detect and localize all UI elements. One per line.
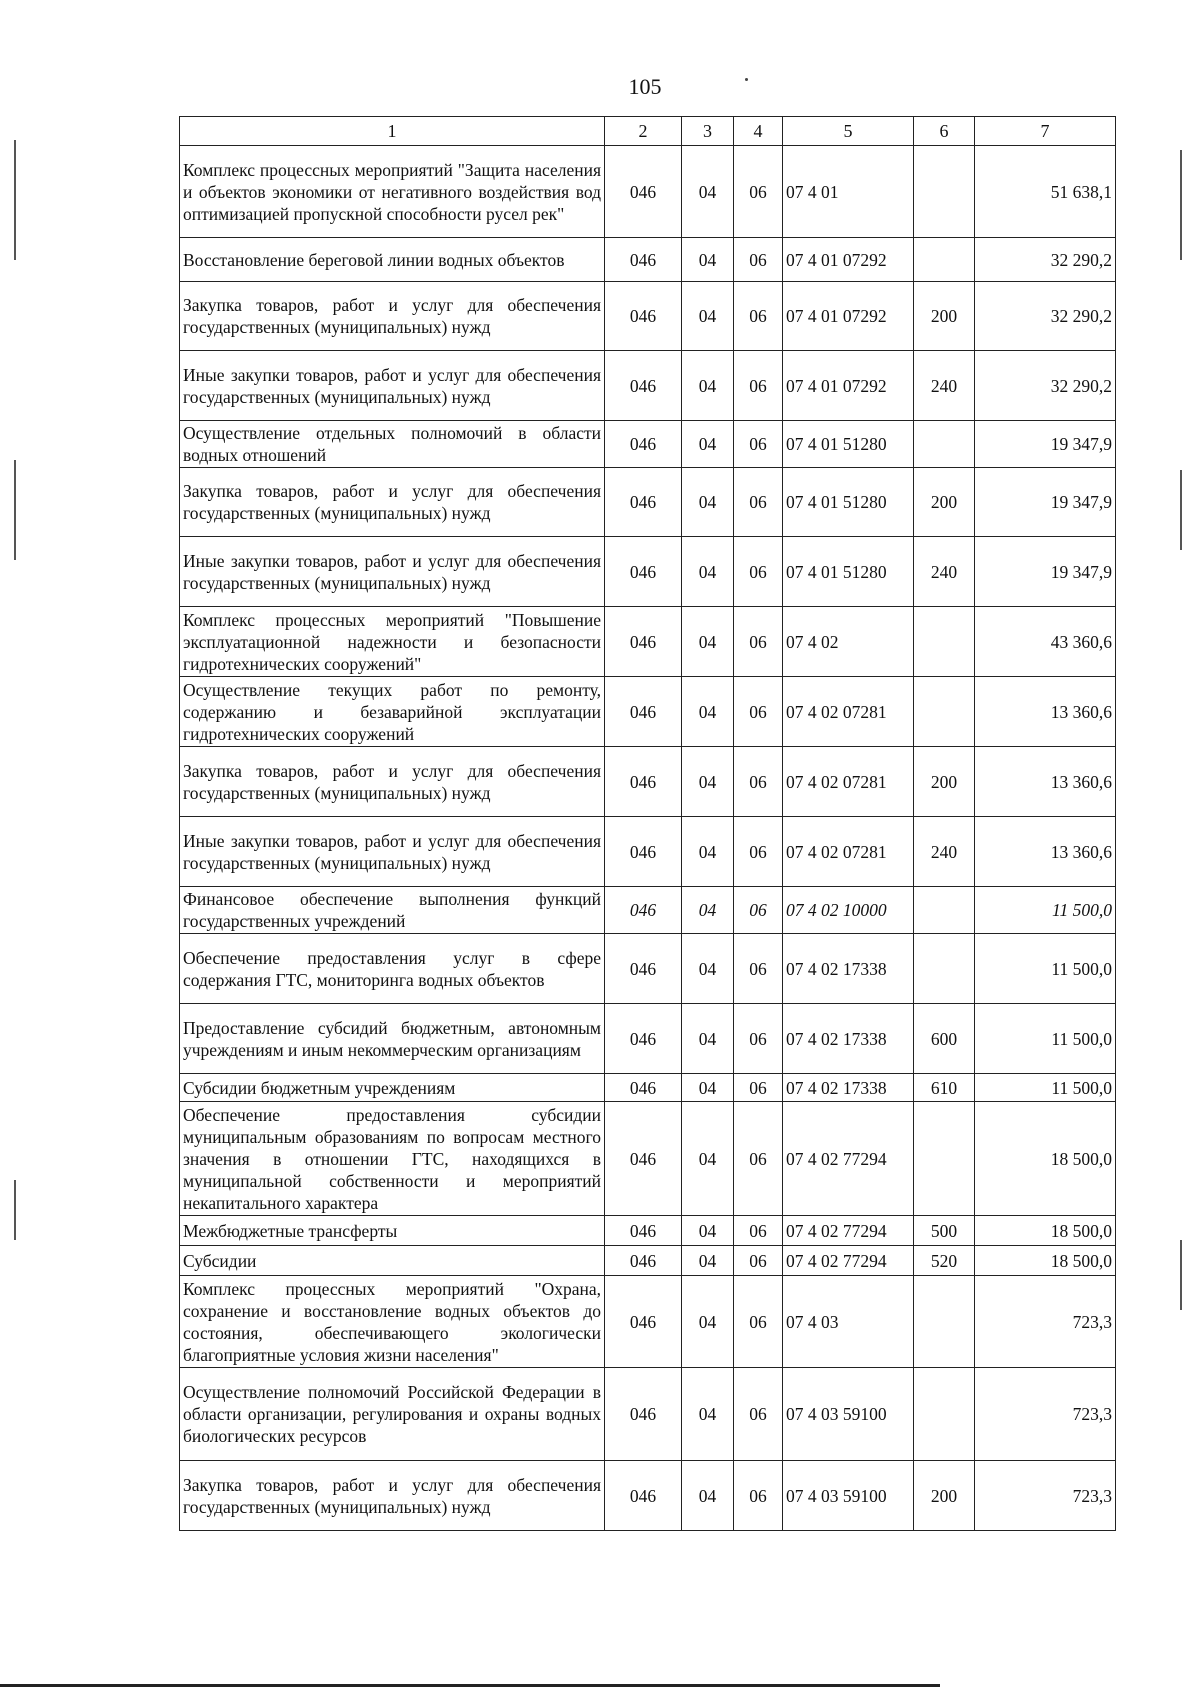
row-name: Комплекс процессных мероприятий "Охрана, сохранение и восстановление водных объектов до состояния, обеспечивающего экологически благоприятные условия жизни населения"	[180, 1276, 605, 1368]
row-subsection-code: 06	[734, 1368, 783, 1461]
row-name: Финансовое обеспечение выполнения функций государственных учреждений	[180, 887, 605, 934]
row-target-article: 07 4 01 51280	[783, 468, 914, 537]
row-subsection-code: 06	[734, 1246, 783, 1276]
row-amount: 11 500,0	[975, 934, 1116, 1004]
row-expense-type: 240	[914, 537, 975, 607]
row-subsection-code: 06	[734, 747, 783, 817]
row-subsection-code: 06	[734, 1216, 783, 1246]
row-ministry-code: 046	[605, 817, 682, 887]
row-name: Иные закупки товаров, работ и услуг для обеспечения государственных (муниципальных) нужд	[180, 351, 605, 421]
row-amount: 32 290,2	[975, 238, 1116, 282]
header-col-3: 3	[682, 117, 734, 146]
row-name: Закупка товаров, работ и услуг для обеспечения государственных (муниципальных) нужд	[180, 282, 605, 351]
row-ministry-code: 046	[605, 677, 682, 747]
scan-edge-right-low	[1180, 1240, 1182, 1310]
table-row	[180, 887, 1116, 934]
table-row	[180, 817, 1116, 887]
row-expense-type	[914, 607, 975, 677]
table-row	[180, 1246, 1116, 1276]
budget-table	[179, 116, 1116, 1531]
table-row	[180, 1074, 1116, 1102]
table-row	[180, 1368, 1116, 1461]
row-amount: 19 347,9	[975, 537, 1116, 607]
row-amount: 18 500,0	[975, 1246, 1116, 1276]
row-name: Осуществление отдельных полномочий в области водных отношений	[180, 421, 605, 468]
row-section-code: 04	[682, 146, 734, 238]
row-subsection-code: 06	[734, 887, 783, 934]
table-row	[180, 351, 1116, 421]
row-amount: 723,3	[975, 1276, 1116, 1368]
row-name: Обеспечение предоставления услуг в сфере содержания ГТС, мониторинга водных объектов	[180, 934, 605, 1004]
row-name: Закупка товаров, работ и услуг для обеспечения государственных (муниципальных) нужд	[180, 747, 605, 817]
row-subsection-code: 06	[734, 1074, 783, 1102]
row-amount: 723,3	[975, 1461, 1116, 1531]
row-expense-type	[914, 238, 975, 282]
row-amount: 19 347,9	[975, 468, 1116, 537]
row-amount: 19 347,9	[975, 421, 1116, 468]
row-subsection-code: 06	[734, 607, 783, 677]
row-target-article: 07 4 01 51280	[783, 537, 914, 607]
row-ministry-code: 046	[605, 1004, 682, 1074]
row-target-article: 07 4 03 59100	[783, 1368, 914, 1461]
row-section-code: 04	[682, 817, 734, 887]
row-amount: 32 290,2	[975, 282, 1116, 351]
row-amount: 32 290,2	[975, 351, 1116, 421]
row-ministry-code: 046	[605, 146, 682, 238]
row-subsection-code: 06	[734, 537, 783, 607]
row-expense-type	[914, 887, 975, 934]
row-expense-type	[914, 1368, 975, 1461]
row-target-article: 07 4 03 59100	[783, 1461, 914, 1531]
row-section-code: 04	[682, 468, 734, 537]
scan-edge-left-mid	[14, 460, 16, 560]
row-section-code: 04	[682, 421, 734, 468]
row-amount: 13 360,6	[975, 747, 1116, 817]
row-subsection-code: 06	[734, 817, 783, 887]
row-ministry-code: 046	[605, 1246, 682, 1276]
row-name: Комплекс процессных мероприятий "Защита населения и объектов экономики от негативного воздействия вод оптимизацией пропускной способности русел рек"	[180, 146, 605, 238]
row-subsection-code: 06	[734, 677, 783, 747]
scan-edge-right-mid	[1180, 470, 1182, 550]
row-target-article: 07 4 02 17338	[783, 934, 914, 1004]
row-expense-type	[914, 677, 975, 747]
header-col-1: 1	[180, 117, 605, 146]
row-section-code: 04	[682, 1074, 734, 1102]
row-ministry-code: 046	[605, 934, 682, 1004]
row-name: Комплекс процессных мероприятий "Повышение эксплуатационной надежности и безопасности гидротехнических сооружений"	[180, 607, 605, 677]
row-subsection-code: 06	[734, 468, 783, 537]
row-amount: 13 360,6	[975, 677, 1116, 747]
table-row	[180, 1276, 1116, 1368]
table-row	[180, 146, 1116, 238]
row-section-code: 04	[682, 537, 734, 607]
row-section-code: 04	[682, 282, 734, 351]
row-section-code: 04	[682, 238, 734, 282]
table-row	[180, 1102, 1116, 1216]
table-row	[180, 421, 1116, 468]
row-target-article: 07 4 02 07281	[783, 747, 914, 817]
row-target-article: 07 4 02 17338	[783, 1074, 914, 1102]
row-name: Осуществление полномочий Российской Федерации в области организации, регулирования и охраны водных биологических ресурсов	[180, 1368, 605, 1461]
row-amount: 723,3	[975, 1368, 1116, 1461]
row-name: Закупка товаров, работ и услуг для обеспечения государственных (муниципальных) нужд	[180, 1461, 605, 1531]
row-expense-type	[914, 934, 975, 1004]
header-col-4: 4	[734, 117, 783, 146]
page-number: 105	[628, 74, 662, 99]
row-target-article: 07 4 02	[783, 607, 914, 677]
row-ministry-code: 046	[605, 421, 682, 468]
table-row	[180, 607, 1116, 677]
row-target-article: 07 4 02 77294	[783, 1246, 914, 1276]
row-target-article: 07 4 02 10000	[783, 887, 914, 934]
table-row	[180, 468, 1116, 537]
row-expense-type	[914, 1276, 975, 1368]
row-expense-type: 610	[914, 1074, 975, 1102]
row-target-article: 07 4 02 17338	[783, 1004, 914, 1074]
row-name: Восстановление береговой линии водных объектов	[180, 238, 605, 282]
row-amount: 13 360,6	[975, 817, 1116, 887]
header-col-5: 5	[783, 117, 914, 146]
row-subsection-code: 06	[734, 934, 783, 1004]
row-expense-type: 240	[914, 351, 975, 421]
row-section-code: 04	[682, 607, 734, 677]
row-subsection-code: 06	[734, 1276, 783, 1368]
row-section-code: 04	[682, 1004, 734, 1074]
table-row	[180, 747, 1116, 817]
row-section-code: 04	[682, 747, 734, 817]
row-expense-type	[914, 146, 975, 238]
row-amount: 18 500,0	[975, 1216, 1116, 1246]
row-name: Осуществление текущих работ по ремонту, содержанию и безаварийной эксплуатации гидротехнических сооружений	[180, 677, 605, 747]
scan-edge-left-top	[14, 140, 16, 260]
row-target-article: 07 4 01 07292	[783, 238, 914, 282]
row-ministry-code: 046	[605, 1276, 682, 1368]
header-col-6: 6	[914, 117, 975, 146]
row-target-article: 07 4 01	[783, 146, 914, 238]
row-target-article: 07 4 02 77294	[783, 1216, 914, 1246]
row-target-article: 07 4 01 51280	[783, 421, 914, 468]
scan-edge-left-low	[14, 1180, 16, 1240]
row-subsection-code: 06	[734, 1004, 783, 1074]
row-target-article: 07 4 02 77294	[783, 1102, 914, 1216]
row-ministry-code: 046	[605, 1102, 682, 1216]
row-ministry-code: 046	[605, 1461, 682, 1531]
row-section-code: 04	[682, 1246, 734, 1276]
row-section-code: 04	[682, 934, 734, 1004]
scan-edge-bottom	[0, 1684, 940, 1687]
table-row	[180, 238, 1116, 282]
row-name: Субсидии	[180, 1246, 605, 1276]
row-name: Обеспечение предоставления субсидии муниципальным образованиям по вопросам местного значения в отношении ГТС, находящихся в муниципальной собственности и мероприятий некапитального характера	[180, 1102, 605, 1216]
row-amount: 11 500,0	[975, 1004, 1116, 1074]
row-expense-type: 240	[914, 817, 975, 887]
row-expense-type	[914, 1102, 975, 1216]
row-subsection-code: 06	[734, 282, 783, 351]
row-expense-type: 500	[914, 1216, 975, 1246]
row-amount: 18 500,0	[975, 1102, 1116, 1216]
row-subsection-code: 06	[734, 1102, 783, 1216]
row-ministry-code: 046	[605, 887, 682, 934]
table-row	[180, 282, 1116, 351]
row-amount: 51 638,1	[975, 146, 1116, 238]
row-expense-type: 200	[914, 1461, 975, 1531]
row-target-article: 07 4 01 07292	[783, 351, 914, 421]
row-name: Предоставление субсидий бюджетным, автономным учреждениям и иным некоммерческим организациям	[180, 1004, 605, 1074]
row-subsection-code: 06	[734, 421, 783, 468]
row-name: Иные закупки товаров, работ и услуг для обеспечения государственных (муниципальных) нужд	[180, 537, 605, 607]
row-amount: 11 500,0	[975, 887, 1116, 934]
table-row	[180, 1461, 1116, 1531]
row-expense-type	[914, 421, 975, 468]
row-ministry-code: 046	[605, 351, 682, 421]
row-name: Иные закупки товаров, работ и услуг для обеспечения государственных (муниципальных) нужд	[180, 817, 605, 887]
header-col-2: 2	[605, 117, 682, 146]
row-section-code: 04	[682, 1461, 734, 1531]
row-section-code: 04	[682, 1276, 734, 1368]
row-expense-type: 200	[914, 282, 975, 351]
row-ministry-code: 046	[605, 468, 682, 537]
header-col-7: 7	[975, 117, 1116, 146]
row-section-code: 04	[682, 351, 734, 421]
row-ministry-code: 046	[605, 747, 682, 817]
row-expense-type: 600	[914, 1004, 975, 1074]
row-expense-type: 520	[914, 1246, 975, 1276]
table-row	[180, 1216, 1116, 1246]
table-header-row	[180, 117, 1116, 146]
table-row	[180, 1004, 1116, 1074]
row-ministry-code: 046	[605, 238, 682, 282]
row-amount: 11 500,0	[975, 1074, 1116, 1102]
row-ministry-code: 046	[605, 1368, 682, 1461]
row-expense-type: 200	[914, 468, 975, 537]
row-subsection-code: 06	[734, 1461, 783, 1531]
table-row	[180, 537, 1116, 607]
row-name: Межбюджетные трансферты	[180, 1216, 605, 1246]
row-name: Субсидии бюджетным учреждениям	[180, 1074, 605, 1102]
row-ministry-code: 046	[605, 1216, 682, 1246]
row-ministry-code: 046	[605, 537, 682, 607]
table-row	[180, 934, 1116, 1004]
row-target-article: 07 4 01 07292	[783, 282, 914, 351]
row-subsection-code: 06	[734, 238, 783, 282]
row-target-article: 07 4 03	[783, 1276, 914, 1368]
row-subsection-code: 06	[734, 351, 783, 421]
row-subsection-code: 06	[734, 146, 783, 238]
row-section-code: 04	[682, 1102, 734, 1216]
row-name: Закупка товаров, работ и услуг для обеспечения государственных (муниципальных) нужд	[180, 468, 605, 537]
scan-edge-right-top	[1180, 150, 1182, 260]
row-section-code: 04	[682, 1216, 734, 1246]
row-section-code: 04	[682, 1368, 734, 1461]
row-section-code: 04	[682, 677, 734, 747]
row-expense-type: 200	[914, 747, 975, 817]
row-section-code: 04	[682, 887, 734, 934]
row-ministry-code: 046	[605, 1074, 682, 1102]
row-target-article: 07 4 02 07281	[783, 817, 914, 887]
row-target-article: 07 4 02 07281	[783, 677, 914, 747]
row-amount: 43 360,6	[975, 607, 1116, 677]
table-row	[180, 677, 1116, 747]
row-ministry-code: 046	[605, 282, 682, 351]
row-ministry-code: 046	[605, 607, 682, 677]
